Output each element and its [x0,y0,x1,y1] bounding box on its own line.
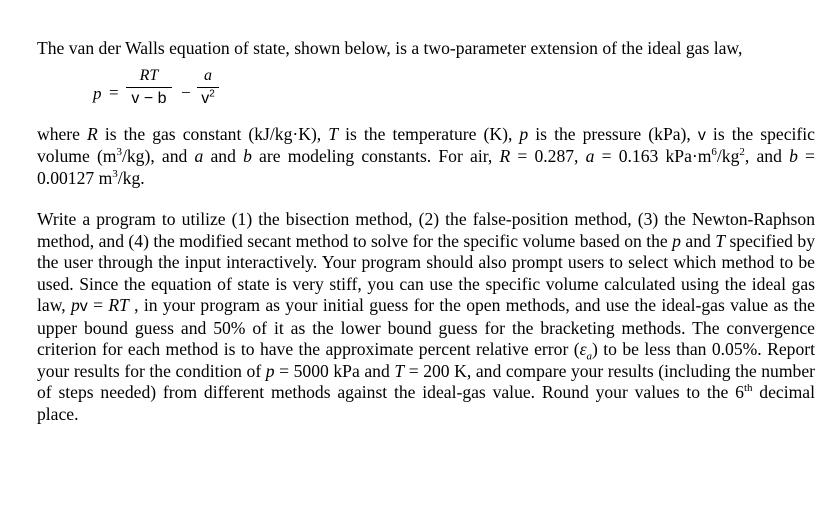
var-epsilon: ε [579,339,587,359]
text-run: and [203,146,244,166]
equation-fraction-a [197,66,219,109]
equation-equals: = [109,82,119,102]
text-run: 2 [739,146,745,159]
definitions-paragraph [37,124,815,190]
fraction-numerator: a [204,66,212,84]
intro-text: The van der Walls equation of state, shown below, is a two-parameter extension of the ideal gas law, [37,38,743,58]
document-page [37,38,815,425]
text-run: a [586,350,593,363]
text-run: th [743,382,753,395]
var-T: T [328,123,339,144]
text-run: decimal place. [37,382,815,424]
var-a: a [194,146,204,166]
var-b: b [243,146,252,166]
text-run: is the temperature (K), [338,123,520,144]
text-run: = 0.00127 m [37,146,815,188]
var-RT: RT [108,295,129,315]
var-R: R [87,123,98,144]
intro-paragraph [37,38,815,60]
text-run: /kg), and [122,146,195,166]
text-run: 3 [116,146,122,159]
text-run: = [87,295,109,315]
text-run: = 200 K, and compare your results (including the number of steps needed) from different methods against the ideal-gas value. Round your values to the 6 [37,360,815,402]
task-paragraph [37,209,815,425]
equation-minus: − [181,82,191,102]
fraction-denominator [197,89,219,109]
text-run: 3 [112,167,118,180]
fraction-bar [197,87,219,88]
var-R: R [499,146,511,166]
text-run: is the specific volume (m [37,123,815,166]
text-run: = 0.163 kPa·m [594,146,712,166]
var-T: T [394,360,405,381]
text-run: Write a program to utilize (1) the bisection method, (2) the false-position method, (3) the Newton-Raphson method, and (4) the modified secant method to solve for the specific volume based on the [37,209,815,251]
text-run: = 0.287, [510,146,586,166]
text-run: and [680,230,716,251]
text-run: , and [744,146,790,166]
fraction-numerator: RT [139,66,159,84]
text-run: , in your program as your initial guess for the open methods, and use the ideal-gas value as the upper bound guess and 50% of it as the lower bound guess for the bracketing methods. The convergence criterion for each method is to have the approximate percent relative error ( [37,295,815,359]
var-p: p [672,230,681,251]
van-der-waals-equation [93,66,815,124]
denominator-exponent: 2 [209,88,215,100]
fraction-denominator: v − b [131,89,167,107]
var-v: v [697,126,706,144]
text-run: 6 [711,146,717,159]
text-run: where [37,123,88,144]
text-run: ) to be less than 0.05%. Report your results for the condition of [37,339,815,381]
text-run: /kg. [117,167,145,188]
text-run: is the pressure (kPa), [528,123,698,144]
text-run: specified by the user through the input interactively. Your program should also prompt users to select which method to be used. Since the equation of state is very stiff, you can use the specific volume calculated using the ideal gas law, [37,230,815,315]
text-run: = 5000 kPa and [274,360,395,381]
var-p: p [70,295,80,315]
denominator-base: v [201,89,210,107]
var-v: v [79,298,88,315]
text-run: are modeling constants. For air, [251,146,500,166]
text-run: /kg [716,146,740,166]
equation-lhs: p [93,83,102,103]
var-p: p [265,360,275,381]
equation-fraction-rt [126,66,172,109]
text-run: is the gas constant (kJ/kg·K), [97,123,329,144]
var-b: b [789,146,798,166]
var-p: p [519,123,529,144]
var-T: T [715,230,726,251]
fraction-bar [126,87,172,88]
var-a: a [585,146,595,166]
